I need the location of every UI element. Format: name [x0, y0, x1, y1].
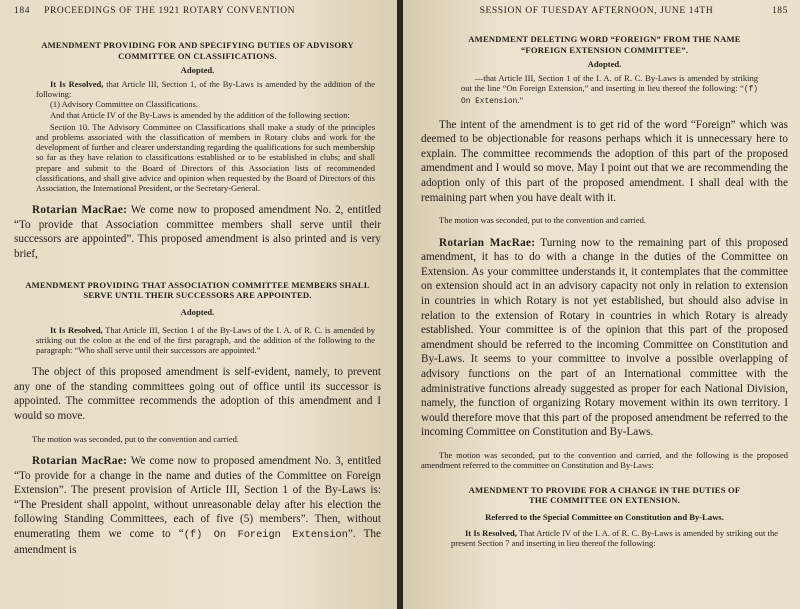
adopted-label: Adopted.	[180, 306, 215, 317]
speaker-name: Rotarian MacRae:	[439, 236, 536, 249]
amendment-body	[461, 73, 758, 108]
resolved-lead: It Is Resolved,	[465, 527, 517, 538]
running-title: PROCEEDINGS OF THE 1921 ROTARY CONVENTION	[44, 6, 296, 16]
code-text: (f) On Foreign Extension	[183, 529, 348, 542]
amendment-text-b: .”	[517, 95, 524, 106]
motion-note: The motion was seconded, put to the convention and carried.	[439, 215, 647, 226]
resolved-lead: It Is Resolved,	[50, 79, 104, 89]
resolution-paragraph	[36, 79, 375, 99]
speech-paragraph	[14, 203, 381, 261]
resolved-lead: It Is Resolved,	[50, 324, 103, 335]
speech-paragraph	[421, 236, 788, 440]
amendment-text	[461, 73, 758, 108]
right-page	[403, 0, 800, 609]
resolution-paragraph	[36, 325, 375, 356]
resolved-text: That Article III, Section 1 of the By-Laws of the I. A. of R. C. is amended by striking out the colon at the end of the first paragraph, and the addition of the following to the paragraph: “Who shall serve until their successors are appointed.”	[36, 324, 375, 356]
motion-note: The motion was seconded, put to the convention and carried, and the following is the proposed amendment referred to the committee on Constitution and By-Laws:	[421, 449, 788, 471]
resolved-text: That Article IV of the I. A. of R. C. By-Laws is amended by striking out the present Section 7 and inserting in lieu thereof the following:	[451, 527, 778, 549]
list-item: (1) Advisory Committee on Classifications.	[50, 99, 199, 110]
running-title: SESSION OF TUESDAY AFTERNOON, JUNE 14TH	[479, 6, 714, 16]
page-number: 185	[771, 6, 788, 16]
amendment-text	[36, 79, 375, 193]
code-text: (f) On Extension	[461, 85, 758, 107]
object-paragraph	[14, 365, 381, 423]
resolved-text: that Article III, Section 1, of the By-Laws is amended by the addition of the following:	[36, 79, 375, 100]
adopted-label: Adopted.	[587, 59, 622, 69]
speech-text: Turning now to the remaining part of this proposed amendment, it has to do with a change in the duties of the Committee on Extension. As your committee understands it, it contemplates that the committee on extension should act in an advisory capacity not only in relation to extension in countries in which Rotary is not yet established, but should also advise in relation to the extension of Rotary in countries in which Rotary is already established. Your committee is of the opinion that this part of the proposed amendment should be referred to the incoming Committee on Constitution and By-Laws. It seems to your committee to involve a possible overlapping of advisory functions on the part of an International committee with the administrative functions already suggested as proper for each National Division, namely, the function of organizing Rotary movement within its own territory. I would therefore move that this part of the proposed amendment be referred to the incoming Committee on Constitution and By-Laws.	[421, 236, 788, 439]
amendment-text-a: —that Article III, Section 1 of the I. A. of R. C. By-Laws is amended by striking out the line “On Foreign Extension,” and inserting in lieu thereof the following: “	[461, 73, 758, 94]
left-page	[0, 0, 397, 609]
amendment-heading: AMENDMENT TO PROVIDE FOR A CHANGE IN THE DUTIES OF THE COMMITTEE ON EXTENSION.	[468, 484, 741, 506]
motion-note: The motion was seconded, put to the convention and carried.	[32, 433, 240, 444]
amendment-heading: AMENDMENT PROVIDING THAT ASSOCIATION COMMITTEE MEMBERS SHALL SERVE UNTIL THEIR SUCCESSORS ARE APPOINTED.	[25, 279, 370, 301]
amendment-text	[451, 528, 778, 548]
page-number: 184	[14, 6, 31, 16]
section-10-paragraph: Section 10. The Advisory Committee on Classifications shall make a study of the principles and problems associated with the classification of members in Rotary clubs and work for the development of further and clearer understanding regarding the qualifications for such membership so far as they have relation to classifications established or to be established in clubs; and shall prepare and submit to the Board of Directors of this Association lists of recommended classifications, and shall give advice and opinion when requested by the Board of Directors of this Association, the International President, or the Secretary-General.	[36, 121, 375, 194]
and-that-paragraph: And that Article IV of the By-Laws is amended by the addition of the following section:	[50, 109, 350, 120]
speech-text-end: ”. The amendment is	[14, 528, 381, 556]
intent-paragraph	[421, 118, 788, 206]
resolution-paragraph	[451, 528, 778, 548]
amendment-heading: AMENDMENT DELETING WORD “FOREIGN” FROM THE NAME “FOREIGN EXTENSION COMMITTEE”.	[468, 34, 741, 55]
amendment-heading: AMENDMENT PROVIDING FOR AND SPECIFYING DUTIES OF ADVISORY COMMITTEE ON CLASSIFICATIONS.	[41, 40, 354, 61]
speech-text: We come now to proposed amendment No. 3, entitled “To provide for a change in the name and duties of the Committee on Foreign Extension”. The present provision of Article III, Section 1 of the By-Laws is: “The President shall appoint, without unreasonable delay after his election the following Standing Committees, each of five (5) members”. Then, without enumerating them we come to “	[14, 455, 381, 541]
speaker-name: Rotarian MacRae:	[32, 204, 128, 217]
amendment-text	[36, 325, 375, 356]
right-running-head	[421, 6, 788, 16]
speech-paragraph	[14, 454, 381, 557]
speaker-name: Rotarian MacRae:	[32, 455, 128, 468]
intent-text: The intent of the amendment is to get rid of the word “Foreign” which was deemed to be objectionable for reasons perhaps which it is unnecessary here to explain. The committee recommends the adoption of this part of the proposed amendment and I would so move. May I point out that we are recommending the adoption only of this part of the proposed amendment. I shall deal with the remaining part when you have dealt with it.	[421, 118, 788, 204]
adopted-label: Adopted.	[180, 65, 215, 75]
speech-text: We come now to proposed amendment No. 2, entitled “To provide that Association committee members shall serve until their successors are appointed”. This proposed amendment is also printed and is very brief,	[14, 204, 381, 261]
referred-label: Referred to the Special Committee on Constitution and By-Laws.	[485, 511, 724, 522]
object-text: The object of this proposed amendment is self-evident, namely, to prevent any one of the standing committees going out of office until its successor is appointed. The committee recommends the adoption of this amendment and I would so move.	[14, 366, 381, 422]
left-running-head	[14, 6, 381, 16]
